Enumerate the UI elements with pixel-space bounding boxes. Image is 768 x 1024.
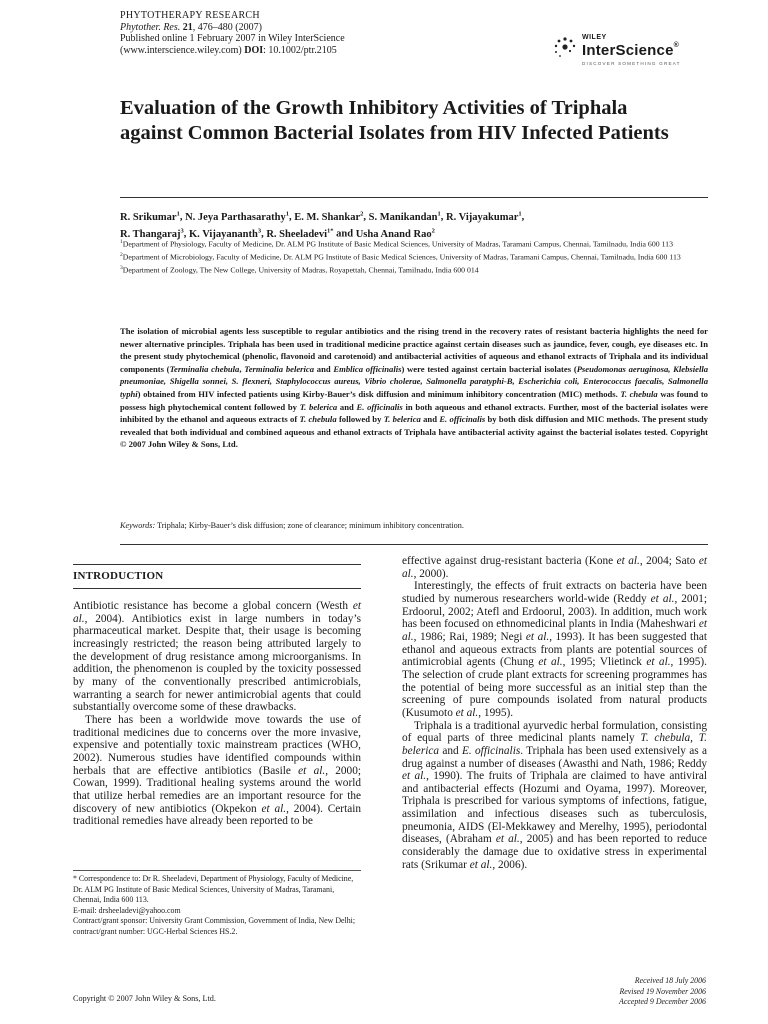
footnote-divider [73, 870, 361, 871]
affiliation: $^3$Department of Zoology, The New College, University of Madras, Royapettah, Chennai, Tamilnadu, India 600 014 [120, 264, 479, 275]
italic-text: et al. [616, 555, 640, 567]
journal-info [120, 10, 345, 56]
paragraph: Triphala is a traditional ayurvedic herbal formulation, consisting of equal parts of three medicinal plants namely T. chebula, T. belerica and E. officinalis. Triphala has been used extensively as a drug against a number of diseases (Awasthi and Nath, 1986; Reddy et al., 1990). The fruits of Triphala are claimed to have antiviral and antibacterial effects (Hozumi and Oyama, 1997). Moreover, Triphala is prescribed for various symptoms of infections, fatigue, assimilation and infectious diseases such as tuberculosis, pneumonia, AIDS (El-Mekkawey and Merelhy, 1995), periodontal diseases, (Abraham et al., 2005) and has been reported to reduce considerably the damage due to oxidative stress in experimental rats (Srikumar et al., 2006). [402, 719, 708, 871]
author: E. M. Shankar$^2$ [294, 210, 364, 223]
author: R. Vijayakumar$^1$ [446, 210, 522, 223]
italic-text: et al. [73, 600, 361, 625]
italic-text: et al. [646, 656, 671, 669]
italic-text: et al. [402, 770, 427, 783]
section-rule-bottom [73, 588, 361, 589]
author: Usha Anand Rao$^2$ [355, 227, 435, 240]
author-list: R. Srikumar$^1$, N. Jeya Parthasarathy$^1$, E. M. Shankar$^2$, S. Manikandan$^1$, R. Vijayakumar$^1$, R. Thangaraj$^3$, K. Vijayananth$^3$, R. Sheeladevi$^{1*}$ and Usha Anand Rao$^2$ [120, 210, 525, 240]
copyright-footer: Copyright © 2007 John Wiley & Sons, Ltd. [73, 994, 216, 1003]
italic-text: et al. [298, 764, 326, 777]
doi-value[interactable]: : 10.1002/ptr.2105 [263, 44, 337, 56]
logo-wiley-text: WILEY [582, 34, 607, 41]
affiliation-list [120, 237, 708, 276]
doi-line: (www.interscience.wiley.com) DOI: 10.1002/ptr.2105 [120, 44, 337, 56]
wiley-interscience-logo [552, 34, 700, 74]
logo-tagline: DISCOVER SOMETHING GREAT [582, 61, 681, 66]
sponsor-note: Contract/grant sponsor: University Grant Commission, Government of India, New Delhi; contract/grant number: UGC-Herbal Sciences HS.2. [73, 916, 356, 936]
footnotes [73, 874, 363, 938]
italic-text: et al. [402, 618, 707, 643]
italic-text: et al. [538, 656, 563, 669]
author: S. Manikandan$^1$ [368, 210, 441, 223]
italic-text: T. belerica [402, 732, 708, 757]
author: K. Vijayananth$^3$ [188, 227, 262, 240]
italic-text: E. officinalis [461, 744, 521, 757]
logo-brand-text: InterScience® [582, 42, 679, 59]
email-note[interactable]: E-mail: drsheeladevi@yahoo.com [73, 905, 181, 915]
author: R. Sheeladevi$^{1*}$ [266, 227, 334, 240]
italic-text: T. chebula [640, 732, 691, 745]
author: N. Jeya Parthasarathy$^1$ [185, 210, 289, 223]
abstract: The isolation of microbial agents less susceptible to regular antibiotics and the rising trend in the recovery rates of resistant bacteria highlights the need for newer alternative principles. Triphala has been used in traditional medicine practice against certain diseases such as jaundice, fever, cough, eye diseases etc. In the present study phytochemical (phenolic, flavonoid and carotenoid) and antibacterial activities of aqueous and ethanol extracts of Triphala and its individual components (Terminalia chebula, Terminalia belerica and Emblica officinalis) were tested against certain bacterial isolates (Pseudomonas aeruginosa, Klebsiella pneumoniae, Shigella sonnei, S. flexneri, Staphylococcus aureus, Vibrio cholerae, Salmonella paratyphi-B, Escherichia coli, Enterococcus faecalis, Salmonella typhi) obtained from HIV infected patients using Kirby-Bauer’s disk diffusion and minimum inhibitory concentration (MIC) methods. T. chebula was found to possess high phytochemical content followed by T. belerica and E. officinalis in both aqueous and ethanol extracts. Further, most of the bacterial isolates were inhibited by the ethanol and aqueous extracts of T. chebula followed by T. belerica and E. officinalis by both disk diffusion and MIC methods. The present study revealed that both individual and combined aqueous and ethanol extracts of Triphala have antibacterial activity against the bacterial isolates tested. Copyright © 2007 John Wiley & Sons, Ltd. [120, 326, 709, 450]
correspondence-note: * Correspondence to: Dr R. Sheeladevi, Department of Physiology, Faculty of Medicine, Dr. ALM PG Institute of Basic Medical Sciences, University of Madras, Taramani, Chennai, India 600 113. [73, 874, 354, 905]
article-title: Evaluation of the Growth Inhibitory Activities of Triphala against Common Bacterial Isolates from HIV Infected Patients [120, 97, 669, 144]
section-heading-introduction: INTRODUCTION [73, 570, 164, 582]
revised-date: Revised 19 November 2006 [619, 986, 706, 996]
paragraph: effective against drug-resistant bacteria (Kone et al., 2004; Sato et al., 2000). [402, 555, 707, 580]
author: R. Srikumar$^1$ [120, 210, 180, 223]
received-date: Received 18 July 2006 [634, 976, 706, 985]
body-column-left [73, 600, 361, 828]
article-dates [619, 976, 706, 1008]
affiliation: $^2$Department of Microbiology, Faculty of Medicine, Dr. ALM PG Institute of Basic Medical Sciences, University of Madras, Taramani Campus, Chennai, Tamilnadu, India 600 113 [120, 251, 681, 262]
italic-text: et al. [650, 592, 675, 605]
paragraph: Antibiotic resistance has become a global concern (Westh et al., 2004). Antibiotics exist in large numbers in today’s pharmaceutical market. Despite that, their usage is becoming increasingly restricted; the reason being attributed largely to the development of drug resistance among microorganisms. In addition, the phenomenon is coupled by the toxicity possessed by many of the conventionally prescribed antimicrobials, warranting a search for newer antimicrobial agents that could substantially overcome some of these drawbacks. [73, 600, 361, 714]
italic-text: et al. [495, 833, 520, 846]
journal-name: PHYTOTHERAPY RESEARCH [120, 10, 260, 21]
author: R. Thangaraj$^3$ [120, 227, 184, 240]
italic-text: et al. [402, 555, 707, 580]
accepted-date: Accepted 9 December 2006 [619, 997, 706, 1007]
interscience-logo-icon [552, 36, 578, 62]
italic-text: et al. [455, 706, 479, 719]
paragraph: There has been a worldwide move towards the use of traditional medicines due to concerns over the more invasive, expensive and potentially toxic mainstream practices (WHO, 2002). Numerous studies have identified compounds within herbals that are effective antibiotics (Basile et al., 2000; Cowan, 1999). Traditional healing systems around the world that utilize herbal remedies are an important resource for the discovery of new antibiotics (Okpekon et al., 2004). Certain traditional remedies have already been reported to be [73, 713, 362, 828]
title-divider [120, 197, 708, 198]
affiliation: $^1$Department of Physiology, Faculty of Medicine, Dr. ALM PG Institute of Basic Medical Sciences, University of Madras, Taramani Campus, Chennai, Tamilnadu, India 600 113 [120, 239, 673, 249]
italic-text: et al. [469, 858, 493, 871]
citation: Phytother. Res. 21, 476–480 (2007) [120, 21, 262, 33]
italic-text: et al. [525, 630, 550, 643]
keywords: Keywords: Triphala; Kirby-Bauer’s disk diffusion; zone of clearance; minimum inhibitory concentration. [120, 521, 464, 530]
body-column-right [402, 555, 707, 871]
section-rule-top [73, 564, 361, 565]
journal-url[interactable]: (www.interscience.wiley.com) [120, 44, 242, 56]
abstract-divider [120, 544, 708, 545]
published-line: Published online 1 February 2007 in Wiley InterScience [120, 33, 345, 44]
page-header [120, 10, 700, 80]
italic-text: et al. [261, 802, 287, 815]
paragraph: Interestingly, the effects of fruit extracts on bacteria have been studied by numerous researchers world-wide (Reddy et al., 2001; Erdoorul, 2002; Atefl and Erdoorul, 2003). In addition, much work has been focused on ethnomedicinal plants in India (Maheshwari et al., 1986; Rai, 1989; Negi et al., 1993). It has been suggested that ethanol and aqueous extracts from plants are potential sources of antimicrobial agents (Chung et al., 1995; Vlietinck et al., 1995). The selection of crude plant extracts for screening programmes has the potential of being more successful as an initial step than the screening of pure compounds isolated from natural products (Kusumoto et al., 1995). [402, 580, 707, 719]
